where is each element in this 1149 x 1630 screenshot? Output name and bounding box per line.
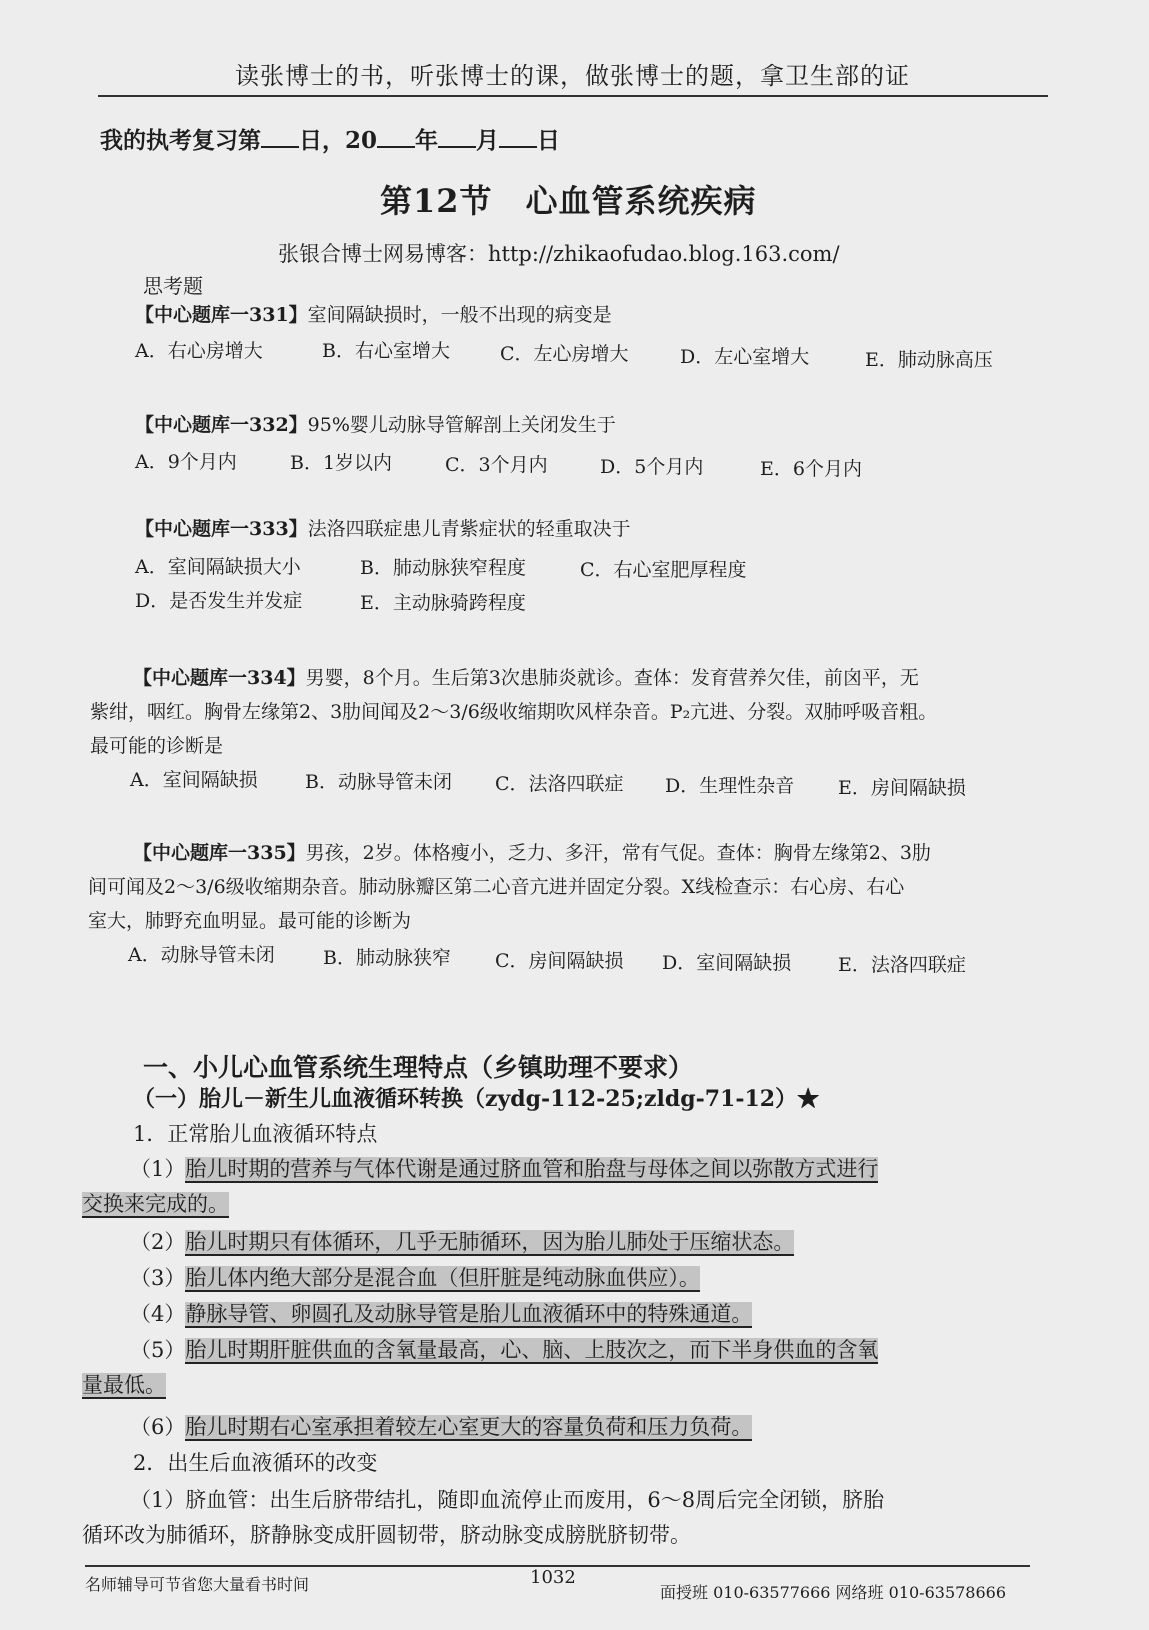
question-tag: 【中心题库一332】	[135, 414, 308, 436]
option-c[interactable]: C．左心房增大	[500, 343, 629, 365]
option-c[interactable]: C．3个月内	[445, 454, 548, 476]
date-blank[interactable]	[499, 126, 537, 148]
highlighted-text: 静脉导管、卵圆孔及动脉导管是胎儿血液循环中的特殊通道。	[185, 1302, 753, 1326]
item-heading: 2．出生后血液循环的改变	[133, 1451, 378, 1475]
date-year: 年	[415, 127, 439, 154]
option-a[interactable]: A．室间隔缺损	[130, 769, 258, 791]
question-333	[135, 514, 631, 541]
option-d[interactable]: D．左心室增大	[680, 346, 810, 368]
option-b[interactable]: B．1岁以内	[290, 452, 393, 474]
item-heading: 1．正常胎儿血液循环特点	[133, 1122, 378, 1146]
point-3	[130, 1262, 700, 1292]
option-a[interactable]: A．室间隔缺损大小	[135, 556, 301, 578]
question-text-line: 室大，肺野充血明显。最可能的诊断为	[88, 910, 412, 932]
day-blank[interactable]	[261, 126, 299, 148]
date-prefix: 我的执考复习第	[100, 127, 261, 154]
question-text: 室间隔缺损时，一般不出现的病变是	[307, 304, 612, 326]
option-a[interactable]: A．动脉导管未闭	[128, 944, 275, 966]
point-2	[130, 1226, 794, 1256]
date-month: 月	[476, 127, 500, 154]
point-number: （6）	[130, 1415, 186, 1439]
option-d[interactable]: D．室间隔缺损	[662, 952, 792, 974]
option-c[interactable]: C．右心室肥厚程度	[580, 559, 747, 581]
option-c[interactable]: C．法洛四联症	[495, 773, 624, 795]
question-text: 男婴，8个月。生后第3次患肺炎就诊。查体：发育营养欠佳，前囟平，无	[305, 667, 919, 689]
option-b[interactable]: B．右心室增大	[322, 340, 450, 362]
page-title: 第12节 心血管系统疾病	[380, 182, 757, 220]
option-d[interactable]: D．生理性杂音	[665, 775, 795, 797]
question-tag: 【中心题库一333】	[135, 518, 308, 540]
header-rule	[98, 95, 1048, 97]
option-b[interactable]: B．动脉导管未闭	[305, 771, 452, 793]
point-number: （1）	[130, 1157, 186, 1181]
study-date-line	[100, 122, 560, 155]
option-e[interactable]: E．房间隔缺损	[838, 777, 966, 799]
month-blank[interactable]	[438, 126, 476, 148]
point-1-cont	[82, 1188, 229, 1218]
question-text-line: 最可能的诊断是	[90, 735, 224, 757]
option-b[interactable]: B．肺动脉狭窄程度	[360, 557, 526, 579]
option-e[interactable]: E．6个月内	[760, 458, 862, 480]
question-335	[133, 838, 931, 865]
option-a[interactable]: A．右心房增大	[135, 340, 263, 362]
question-tag: 【中心题库一331】	[135, 304, 308, 326]
subsection-heading: （一）胎儿－新生儿血液循环转换（zydg-112-25;zldg-71-12）★	[133, 1086, 820, 1112]
option-b[interactable]: B．肺动脉狭窄	[323, 947, 451, 969]
option-d[interactable]: D．5个月内	[600, 456, 704, 478]
point-5-cont	[82, 1369, 166, 1399]
point-6	[130, 1411, 752, 1441]
question-text: 法洛四联症患儿青紫症状的轻重取决于	[307, 518, 631, 540]
highlighted-text: 胎儿体内绝大部分是混合血（但肝脏是纯动脉血供应）。	[185, 1266, 700, 1290]
footer-right: 面授班 010-63577666 网络班 010-63578666	[660, 1583, 1007, 1602]
question-text: 95%婴儿动脉导管解剖上关闭发生于	[307, 414, 616, 436]
question-text-line: 间可闻及2～3/6级收缩期杂音。肺动脉瓣区第二心音亢进并固定分裂。X线检查示：右心房、右心	[88, 876, 905, 898]
year-blank[interactable]	[377, 126, 415, 148]
highlighted-text: 胎儿时期只有体循环，几乎无肺循环，因为胎儿肺处于压缩状态。	[185, 1230, 795, 1254]
footer-left: 名师辅导可节省您大量看书时间	[85, 1575, 310, 1594]
header-slogan: 读张博士的书，听张博士的课，做张博士的题，拿卫生部的证	[235, 62, 910, 90]
page-number: 1032	[530, 1567, 576, 1588]
blog-link[interactable]: 张银合博士网易博客：http://zhikaofudao.blog.163.com/	[278, 242, 840, 266]
point-5	[130, 1334, 878, 1364]
highlighted-text: 胎儿时期右心室承担着较左心室更大的容量负荷和压力负荷。	[185, 1415, 753, 1439]
option-e[interactable]: E．法洛四联症	[838, 954, 966, 976]
point-number: （2）	[130, 1230, 186, 1254]
option-a[interactable]: A．9个月内	[135, 451, 237, 473]
section-heading: 一、小儿心血管系统生理特点（乡镇助理不要求）	[143, 1053, 694, 1082]
question-tag: 【中心题库一335】	[133, 842, 306, 864]
point-number: （3）	[130, 1266, 186, 1290]
question-text-line: 紫绀，咽红。胸骨左缘第2、3肋间闻及2～3/6级收缩期吹风样杂音。P₂亢进、分裂。双肺呼吸音粗。	[90, 701, 938, 723]
question-331	[135, 300, 612, 327]
option-e[interactable]: E．主动脉骑跨程度	[360, 592, 526, 614]
highlighted-text: 交换来完成的。	[82, 1192, 229, 1216]
point-number: （5）	[130, 1338, 186, 1362]
option-e[interactable]: E．肺动脉高压	[865, 349, 993, 371]
think-label: 思考题	[143, 274, 203, 298]
option-d[interactable]: D．是否发生并发症	[135, 590, 303, 612]
question-tag: 【中心题库一334】	[133, 667, 306, 689]
highlighted-text: 胎儿时期肝脏供血的含氧量最高，心、脑、上肢次之，而下半身供血的含氧	[185, 1338, 879, 1362]
question-text: 男孩，2岁。体格瘦小，乏力、多汗，常有气促。查体：胸骨左缘第2、3肋	[305, 842, 931, 864]
date-end: 日	[537, 127, 561, 154]
highlighted-text: 量最低。	[82, 1373, 166, 1397]
option-c[interactable]: C．房间隔缺损	[495, 950, 624, 972]
question-334	[133, 663, 919, 690]
umbilical-text-line: （1）脐血管：出生后脐带结扎，随即血流停止而废用，6～8周后完全闭锁，脐胎	[130, 1488, 885, 1512]
highlighted-text: 胎儿时期的营养与气体代谢是通过脐血管和胎盘与母体之间以弥散方式进行	[185, 1157, 879, 1181]
umbilical-text-line: 循环改为肺循环，脐静脉变成肝圆韧带，脐动脉变成膀胱脐韧带。	[82, 1523, 691, 1547]
point-number: （4）	[130, 1302, 186, 1326]
question-332	[135, 410, 616, 437]
date-day: 日，20	[299, 127, 378, 154]
point-1	[130, 1153, 878, 1183]
point-4	[130, 1298, 752, 1328]
